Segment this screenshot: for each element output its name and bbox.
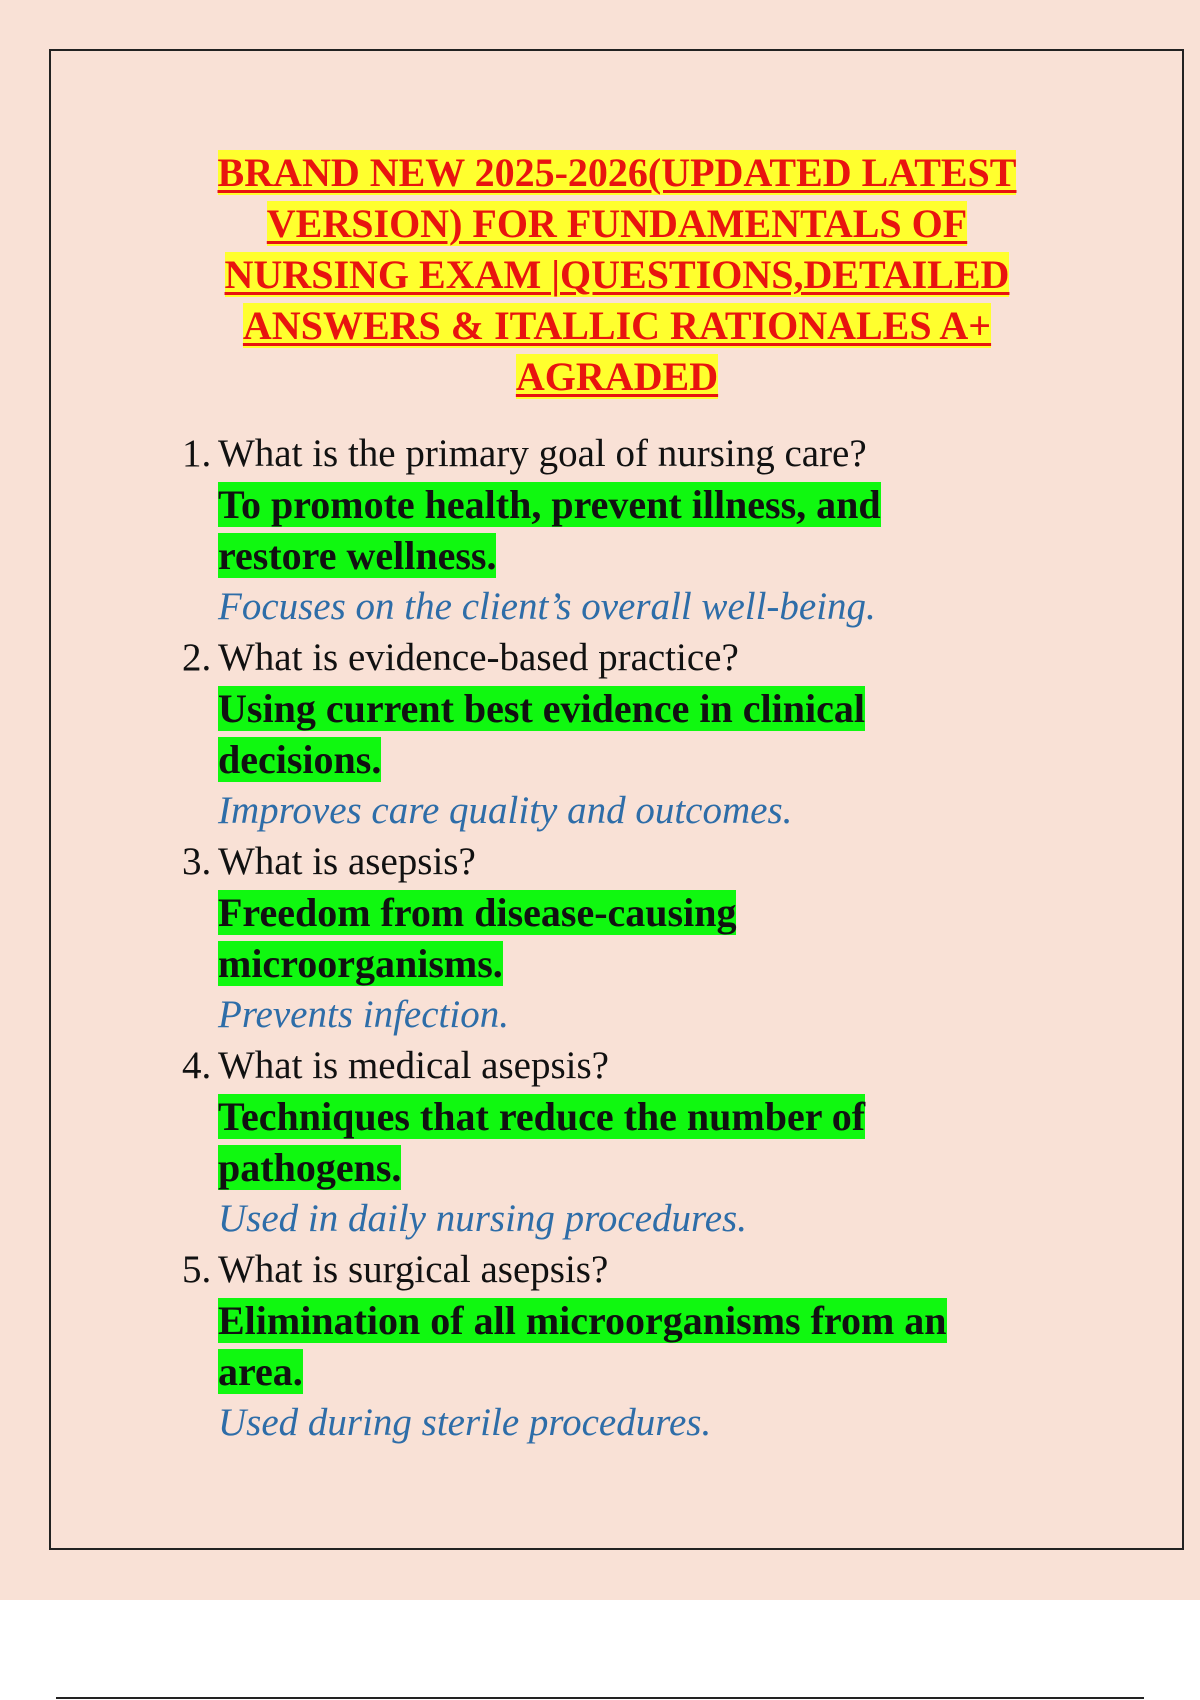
rationale-text: Used in daily nursing procedures. — [218, 1197, 747, 1240]
document-title — [150, 147, 1084, 402]
answer-line: pathogens. — [218, 1145, 402, 1190]
rationale-text: Used during sterile procedures. — [218, 1401, 712, 1444]
rationale-text: Improves care quality and outcomes. — [218, 789, 793, 832]
title-line: VERSION) FOR FUNDAMENTALS OF — [266, 201, 968, 246]
question-item-3 — [182, 836, 1082, 1040]
answer-line: Elimination of all microorganisms from an — [218, 1298, 947, 1343]
question-number: 5. — [182, 1248, 212, 1291]
question-number: 2. — [182, 636, 212, 679]
question-item-1 — [182, 428, 1082, 632]
question-number: 3. — [182, 840, 212, 883]
answer-line: To promote health, prevent illness, and — [218, 482, 881, 527]
answer-line: Techniques that reduce the number of — [218, 1094, 866, 1139]
answer-line: decisions. — [218, 737, 382, 782]
question-text: What is the primary goal of nursing care? — [218, 432, 867, 475]
question-item-2 — [182, 632, 1082, 836]
answer-line: Using current best evidence in clinical — [218, 686, 865, 731]
question-text: What is surgical asepsis? — [218, 1248, 609, 1291]
title-line: AGRADED — [515, 354, 719, 399]
answer-text — [218, 1295, 1038, 1397]
answer-text — [218, 1091, 1038, 1193]
footer-rule — [56, 1697, 1144, 1699]
answer-line: restore wellness. — [218, 533, 497, 578]
answer-line: microorganisms. — [218, 941, 503, 986]
answer-text — [218, 479, 1038, 581]
title-line: NURSING EXAM |QUESTIONS,DETAILED — [224, 252, 1010, 297]
answer-line: area. — [218, 1349, 303, 1394]
question-number: 1. — [182, 432, 212, 475]
question-text: What is asepsis? — [218, 840, 476, 883]
question-item-4 — [182, 1040, 1082, 1244]
question-text: What is evidence-based practice? — [218, 636, 739, 679]
question-item-5 — [182, 1244, 1082, 1448]
answer-text — [218, 683, 1038, 785]
answer-text — [218, 887, 1038, 989]
answer-line: Freedom from disease-causing — [218, 890, 737, 935]
title-line: ANSWERS & ITALLIC RATIONALES A+ — [242, 303, 992, 348]
question-list — [182, 428, 1082, 1448]
rationale-text: Focuses on the client’s overall well-being. — [218, 585, 876, 628]
title-line: BRAND NEW 2025-2026(UPDATED LATEST — [217, 150, 1017, 195]
question-text: What is medical asepsis? — [218, 1044, 609, 1087]
question-number: 4. — [182, 1044, 212, 1087]
rationale-text: Prevents infection. — [218, 993, 509, 1036]
